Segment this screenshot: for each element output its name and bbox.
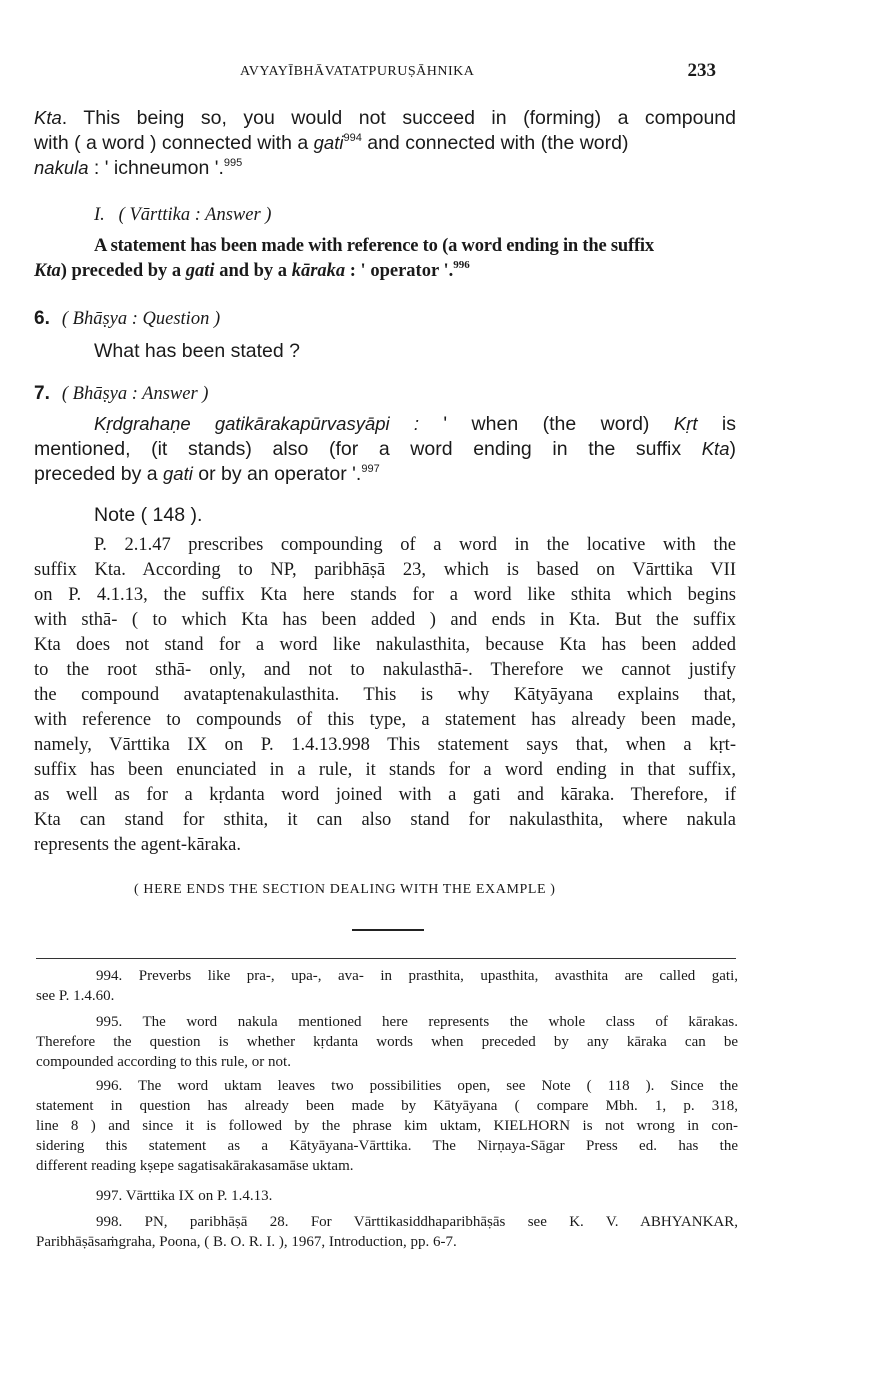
section-number: 6. (34, 308, 50, 329)
footnote-rule (36, 958, 736, 959)
section-number: 7. (34, 383, 50, 404)
note-line: suffix Kta. According to NP, paribhāṣā 23, which is based on Vārttika VII (34, 560, 736, 580)
kta-term: Kta (34, 107, 62, 128)
footnote-ref-995[interactable]: 995 (223, 157, 243, 169)
section-divider (352, 929, 424, 931)
note-line: Kta does not stand for a word like nakulasthita, because Kta has been added (34, 635, 736, 655)
footnote-ref-994[interactable]: 994 (343, 132, 362, 144)
note-line: as well as for a kṛdanta word joined with a gati and kāraka. Therefore, if (34, 785, 736, 805)
footnote-ref-996[interactable]: 996 (453, 259, 470, 271)
opening-paragraph: Kta. This being so, you would not succeed in (forming) a compound with ( a word ) connected with a gati$^{994}$ and connected with (the word) nakula : ' ichneumon '.$^{995}$ (34, 107, 736, 179)
running-title: AVYAYĪBHĀVATATPURUṢĀHNIKA (240, 64, 475, 79)
footnote-994: 994. Preverbs like pra-, upa-, ava- in prasthita, upasthita, avasthita are called gati, see P. 1.4.60. (36, 968, 738, 1004)
note-body (34, 533, 736, 858)
note-line: the compound avataptenakulasthita. This is why Kātyāyana explains that, (34, 685, 736, 705)
section-bhasya-answer (34, 381, 736, 406)
section-heading: ( Bhāṣya : Answer ) (61, 384, 209, 404)
section-bhasya-question (34, 306, 736, 364)
note-line: P. 2.1.47 prescribes compounding of a word in the locative with the (94, 535, 736, 555)
section-end-marker: ( HERE ENDS THE SECTION DEALING WITH THE EXAMPLE ) (134, 882, 556, 897)
footnote-997: 997. Vārttika IX on P. 1.4.13. (96, 1188, 273, 1204)
footnote-995: 995. The word nakula mentioned here represents the whole class of kārakas. Therefore the question is whether kṛdanta words when preceded by any kāraka can be compounded according to this rule, or not. (36, 1014, 738, 1070)
section-heading: ( Bhāṣya : Question ) (61, 309, 221, 329)
note-line: with sthā- ( to which Kta has been added ) and ends in Kta. But the suffix (34, 610, 736, 630)
note-line: to the root sthā- only, and not to nakulasthā-. Therefore we cannot justify (34, 660, 736, 680)
note-line: suffix has been enunciated in a rule, it stands for a word ending in that suffix, (34, 760, 736, 780)
running-header (36, 60, 736, 84)
note-line: with reference to compounds of this type, a statement has already been made, (34, 710, 736, 730)
footnote-996: 996. The word uktam leaves two possibilities open, see Note ( 118 ). Since the statement in question has already been made by Kātyāyana ( compare Mbh. 1, p. 318, line 8 ) and since it is followed by the phrase kim uktam, KIELHORN is not wrong in con- sidering this statement as a Kātyāyana-Vārttika. The Nirṇaya-Sāgar Press ed. has the different reading kṣepe sagatisakārakasamāse uktam. (36, 1078, 738, 1174)
note-line: on P. 4.1.13, the suffix Kta here stands for a word like sthita which begins (34, 585, 736, 605)
note-line: represents the agent-kāraka. (34, 835, 241, 855)
bhasya-answer-text: Kṛdgrahaṇe gatikārakapūrvasyāpi : ' when (the word) Kṛt is mentioned, (it stands) also (for a word ending in the suffix Kta) preceded by a gati or by an operator '.$^{997}$ (34, 413, 737, 485)
page-number: 233 (687, 60, 716, 81)
note-line: Kta can stand for sthita, it can also stand for nakulasthita, where nakula (34, 810, 736, 830)
note-line: namely, Vārttika IX on P. 1.4.13.998 This statement says that, when a kṛt- (34, 735, 736, 755)
question-text: What has been stated ? (94, 340, 300, 362)
footnote-998: 998. PN, paribhāṣā 28. For Vārttikasiddhaparibhāṣās see K. V. ABHYANKAR, Paribhāṣāsaṁgraha, Poona, ( B. O. R. I. ), 1967, Introduction, pp. 6-7. (36, 1214, 738, 1250)
section-label: I. (94, 205, 105, 225)
varttika-statement: A statement has been made with reference to (a word ending in the suffix Kta) preceded by a gati and by a kāraka : ' operator '.$^{996}$ (34, 236, 654, 281)
section-heading: ( Vārttika : Answer ) (118, 205, 272, 225)
footnote-ref-997[interactable]: 997 (361, 463, 380, 475)
note-title: Note ( 148 ). (94, 504, 203, 526)
section-varttika-answer (34, 203, 736, 228)
